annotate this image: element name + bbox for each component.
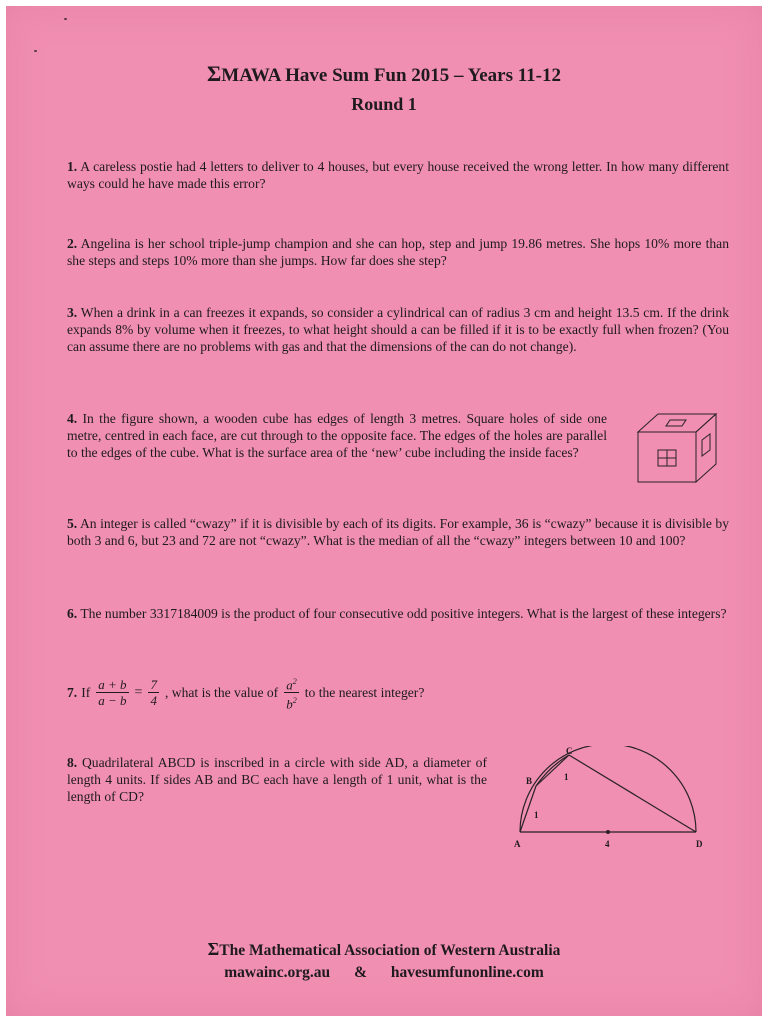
website-link-havesumfun[interactable]: havesumfunonline.com [390,964,544,981]
question-number: 7. [67,685,78,701]
question-number: 1. [67,159,78,174]
fraction-numerator [284,674,299,693]
question-7-if: If [81,685,91,701]
scan-speck [34,50,37,52]
sigma-logo: Σ [206,62,222,86]
page-title [6,62,762,87]
question-1 [67,158,729,192]
footer-links [6,962,762,984]
equals-sign: = [134,685,143,701]
question-7 [67,674,424,712]
footer-org [6,938,762,962]
question-number: 8. [67,755,78,770]
side-cd [569,755,696,832]
question-text: The number 3317184009 is the product of four consecutive odd positive integers. What is the largest of these integers? [80,606,727,621]
exponent: 2 [292,677,297,686]
ampersand: & [354,964,367,981]
worksheet-page [6,6,762,1016]
website-link-mawainc[interactable]: mawainc.org.au [224,964,331,981]
org-name: The Mathematical Association of Western Australia [219,942,561,959]
title-text: MAWA Have Sum Fun 2015 – Years 11-12 [221,65,562,86]
scan-speck [64,18,67,20]
question-3 [67,304,729,355]
question-5 [67,515,729,549]
question-7-middle: , what is the value of [164,685,279,701]
side-ab [520,786,536,832]
base-a: a [286,677,293,693]
cube-with-holes-figure [636,410,720,486]
footer [6,938,762,984]
fraction-numerator: 7 [150,677,157,693]
fraction-a-squared-over-b-squared [284,674,299,712]
circle-centre-point [606,830,610,834]
fraction-denominator: 4 [150,693,157,709]
question-7-tail: to the nearest integer? [304,685,425,701]
exponent: 2 [292,696,297,706]
question-text: An integer is called “cwazy” if it is divisible by each of its digits. For example, 36 is “cwazy” because it is divisible by both 3 and 6, but 23 and 72 are not “cwazy”. What is the median of all the “cwazy” integers between 10 and 100? [67,516,729,548]
question-text: Angelina is her school triple-jump champion and she can hop, step and jump 19.86 metres. She hops 10% more than she steps and steps 10% more than she jumps. How far does she step? [67,236,729,268]
fraction-denominator: a − b [98,693,127,709]
question-text: Quadrilateral ABCD is inscribed in a circle with side AD, a diameter of length 4 units. If sides AB and BC each have a length of 1 unit, what is the length of CD? [67,755,487,804]
question-text: In the figure shown, a wooden cube has edges of length 3 metres. Square holes of side one metre, centred in each face, are cut through to the opposite face. The edges of the holes are parallel to the edges of the cube. What is the surface area of the ‘new’ cube including the inside faces? [67,411,607,460]
fraction-numerator: a + b [98,677,127,693]
question-text: A careless postie had 4 letters to deliver to 4 houses, but every house received the wrong letter. In how many different ways could he have made this error? [67,159,730,191]
semicircle-arc [520,746,696,832]
length-bc: 1 [564,772,569,782]
question-number: 4. [67,411,78,426]
question-6 [67,605,729,622]
inscribed-quadrilateral-figure [506,746,716,850]
length-ab: 1 [534,810,539,820]
question-number: 3. [67,305,78,320]
label-c: C [566,746,573,756]
question-number: 2. [67,236,78,251]
question-number: 6. [67,606,78,621]
fraction-seven-quarters [148,677,159,708]
label-d: D [696,839,703,849]
label-b: B [526,776,533,786]
question-4 [67,410,607,461]
question-text: When a drink in a can freezes it expands, so consider a cylindrical can of radius 3 cm and height 13.5 cm. If the drink expands 8% by volume when it freezes, to what height should a can be filled if it is to be exactly full when frozen? (You can assume there are no problems with gas and that the dimensions of the can do not change). [67,305,730,354]
base-b: b [286,696,293,712]
round-heading: Round 1 [351,94,417,114]
length-ad: 4 [605,839,610,849]
question-number: 5. [67,516,78,531]
fraction-a-plus-b-over-a-minus-b [96,677,128,708]
question-8 [67,754,487,805]
sigma-logo: Σ [207,939,220,959]
label-a: A [514,839,521,849]
fraction-denominator [284,693,299,711]
question-2 [67,235,729,269]
